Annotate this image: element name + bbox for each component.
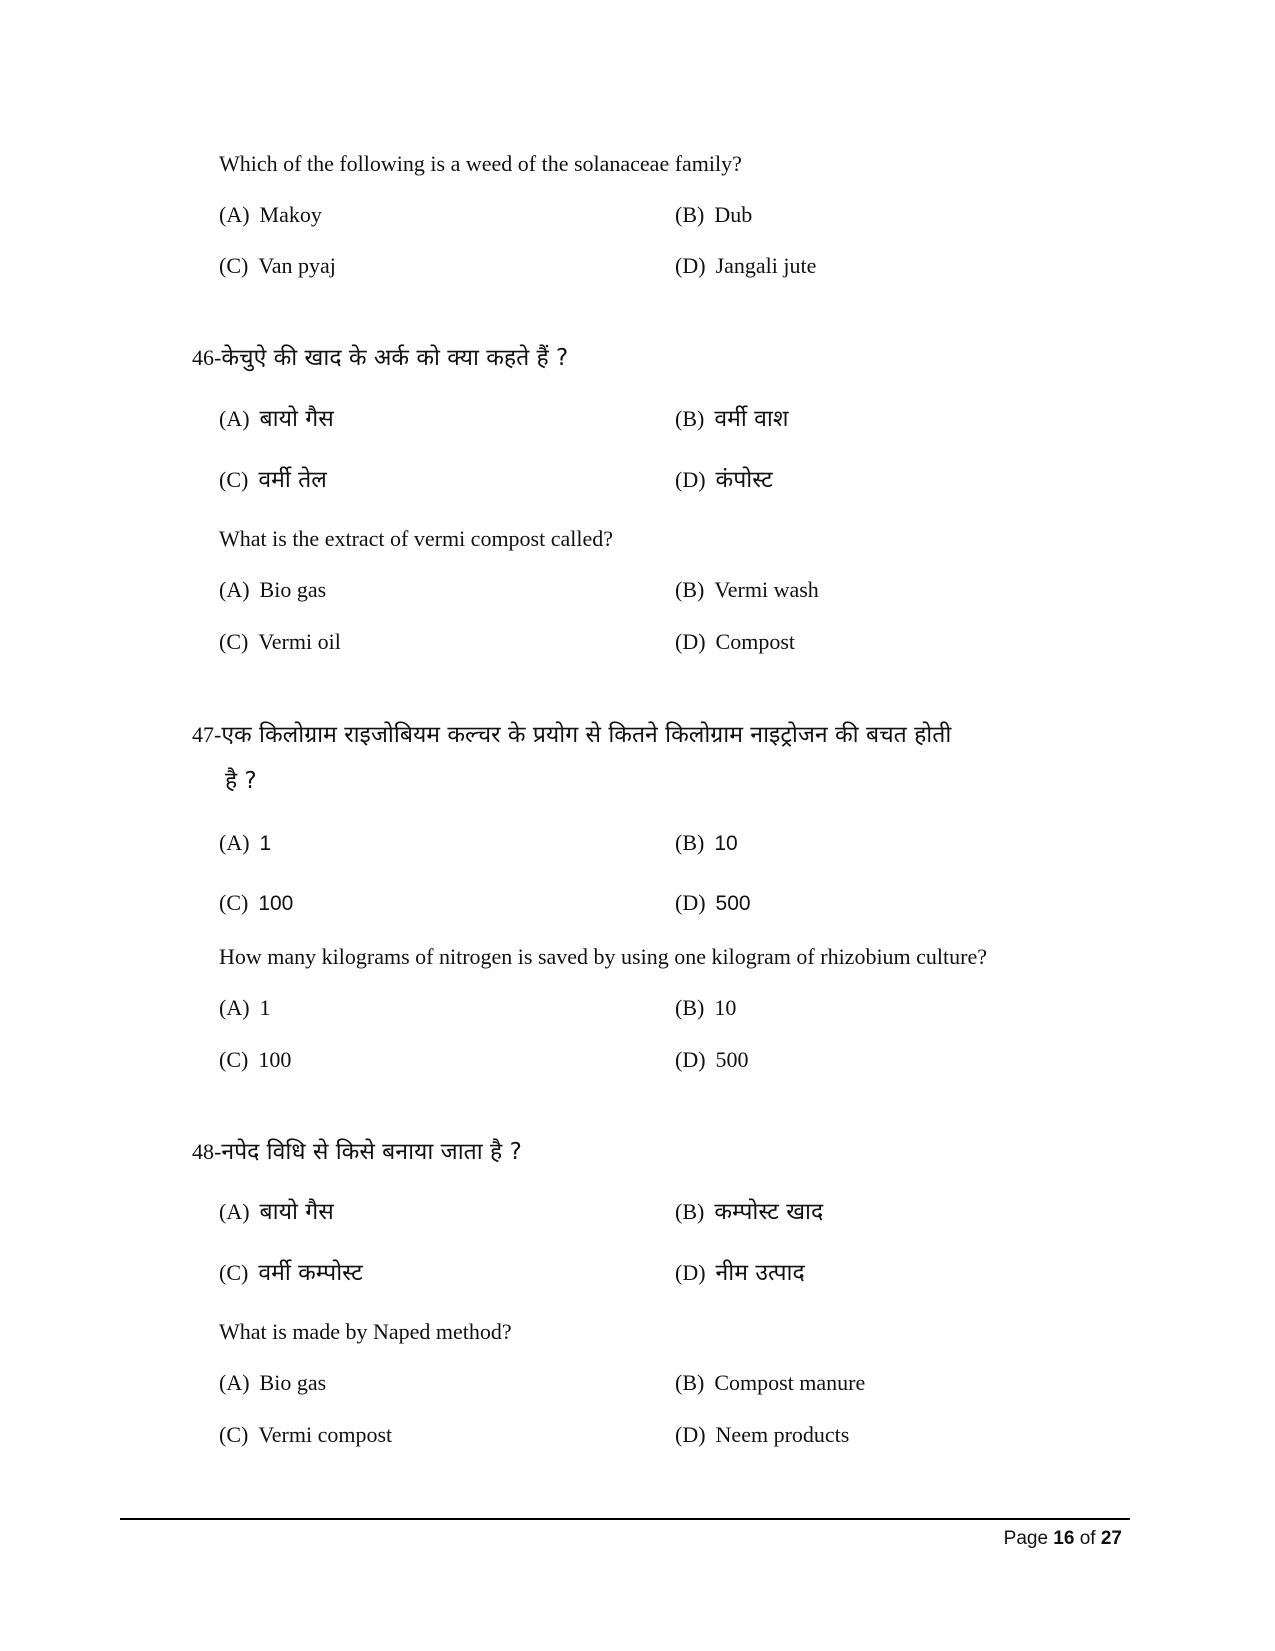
footer-divider [120,1518,1130,1520]
q48-hi-option-c: (C) वर्मी कम्पोस्ट [219,1260,363,1286]
q46-english-question: What is the extract of vermi compost called? [219,526,614,551]
q48-en-option-c: (C) Vermi compost [219,1422,393,1447]
q46-en-option-a: (A) Bio gas [219,577,327,602]
q47-en-option-a: (A) 1 [219,995,271,1020]
q45-en-option-c: (C) Van pyaj [219,253,336,278]
q47-en-option-b: (B) 10 [675,995,737,1020]
q47-number: 47- [192,722,222,747]
q46-hi-option-b: (B) वर्मी वाश [675,406,789,432]
q46-en-option-d: (D) Compost [675,629,796,654]
q48-en-option-b: (B) Compost manure [675,1370,866,1395]
q46-number: 46- [192,345,222,370]
q48-en-option-d: (D) Neem products [675,1422,850,1447]
q47-hi-option-c: (C) 100 [219,890,294,915]
q47-en-option-c: (C) 100 [219,1047,292,1072]
q47-hindi-question-continued: है ? [225,768,257,794]
q46-hi-option-d: (D) कंपोस्ट [675,467,773,493]
q47-hi-option-b: (B) 10 [675,830,738,855]
q48-hi-option-a: (A) बायो गैस [219,1199,334,1225]
q48-hi-option-b: (B) कम्पोस्ट खाद [675,1199,824,1225]
q45-en-option-a: (A) Makoy [219,202,322,227]
q46-hi-option-a: (A) बायो गैस [219,406,334,432]
q46-en-option-c: (C) Vermi oil [219,629,341,654]
q47-hi-option-a: (A) 1 [219,830,272,855]
q45-english-question: Which of the following is a weed of the solanaceae family? [219,151,742,176]
q48-en-option-a: (A) Bio gas [219,1370,327,1395]
q46-hindi-question: 46-केचुऐ की खाद के अर्क को क्या कहते हैं ? [192,345,569,371]
q47-en-option-d: (D) 500 [675,1047,749,1072]
q48-hindi-question: 48-नपेद विधि से किसे बनाया जाता है ? [192,1139,522,1165]
q46-hi-option-c: (C) वर्मी तेल [219,467,327,493]
q46-en-option-b: (B) Vermi wash [675,577,819,602]
q47-hindi-question: 47-एक किलोग्राम राइजोबियम कल्चर के प्रयोग से कितने किलोग्राम नाइट्रोजन की बचत होती है ? [192,712,1122,804]
page-number: Page 16 of 27 [1003,1528,1122,1549]
q47-english-question: How many kilograms of nitrogen is saved by using one kilogram of rhizobium culture? [219,944,988,969]
q47-hi-option-d: (D) 500 [675,890,751,915]
q48-hi-option-d: (D) नीम उत्पाद [675,1260,805,1286]
q45-en-option-b: (B) Dub [675,202,753,227]
q48-number: 48- [192,1139,222,1164]
q45-en-option-d: (D) Jangali jute [675,253,817,278]
q48-english-question: What is made by Naped method? [219,1319,512,1344]
